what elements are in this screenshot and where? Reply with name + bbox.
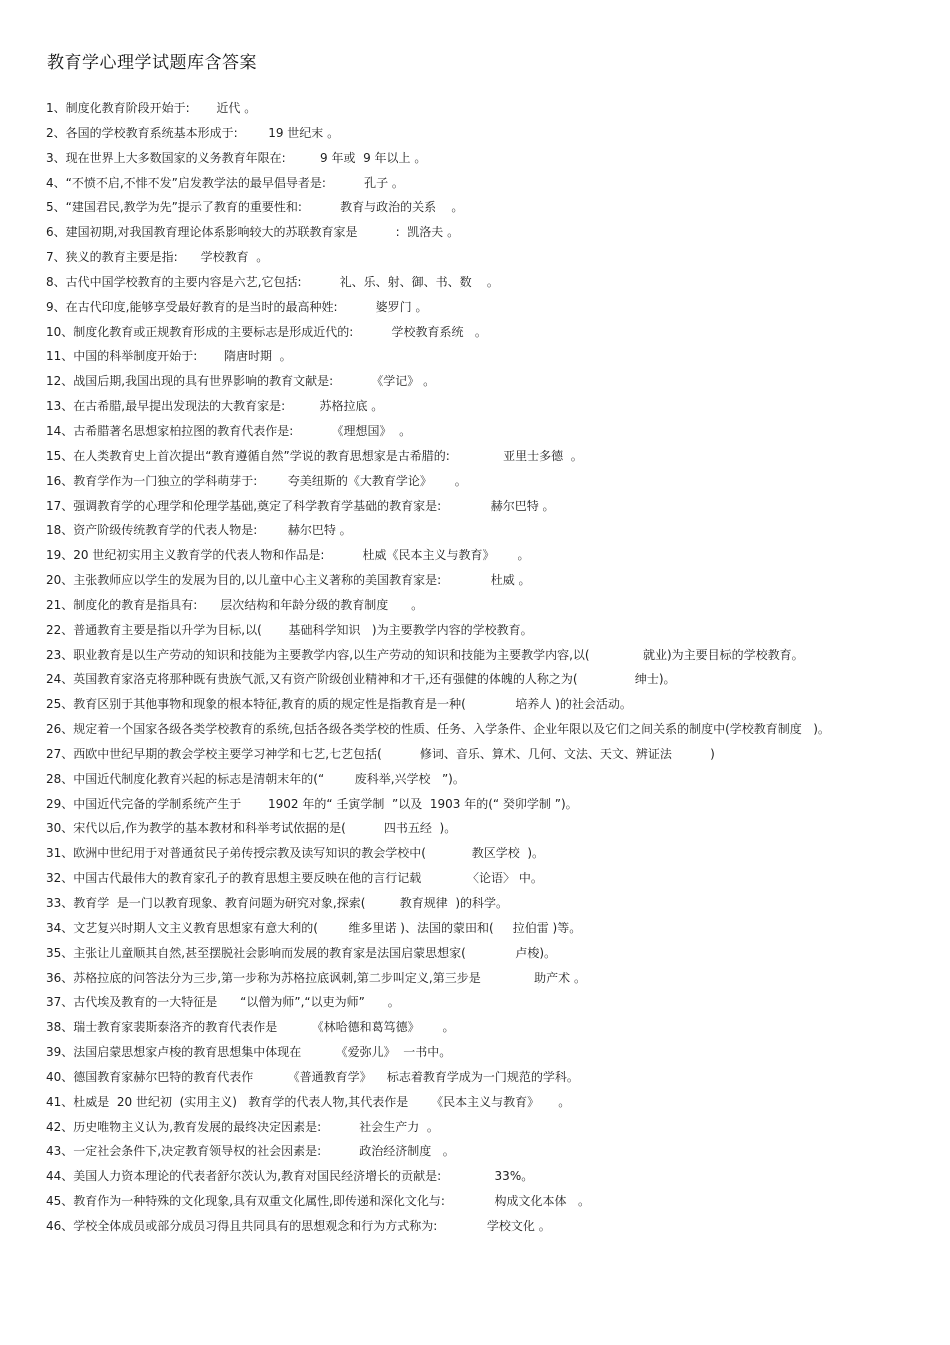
question-text: 教育学作为一门独立的学科萌芽于: 夸美纽斯的《大教育学论》 。 bbox=[73, 473, 467, 488]
question-item bbox=[46, 643, 906, 668]
question-text: 战国后期,我国出现的具有世界影响的教育文献是: 《学记》 。 bbox=[73, 374, 436, 389]
question-item bbox=[46, 816, 906, 841]
question-item bbox=[46, 494, 906, 519]
question-number: 33、 bbox=[46, 896, 74, 910]
question-text: 在古希腊,最早提出发现法的大教育家是: 苏格拉底 。 bbox=[73, 399, 384, 414]
question-text: 在古代印度,能够享受最好教育的是当时的最高种姓: 婆罗门 。 bbox=[65, 299, 428, 314]
question-text: 欧洲中世纪用于对普通贫民子弟传授宗教及读写知识的教会学校中( 教区学校 )。 bbox=[73, 846, 545, 861]
question-number: 5、 bbox=[46, 200, 66, 215]
question-text: 主张教师应以学生的发展为目的,以儿童中心主义著称的美国教育家是: 杜威 。 bbox=[73, 573, 531, 588]
question-item bbox=[46, 990, 906, 1015]
question-item bbox=[46, 1139, 906, 1164]
question-number: 14、 bbox=[46, 423, 74, 438]
question-text: 一定社会条件下,决定教育领导权的社会因素是: 政治经济制度 。 bbox=[73, 1144, 455, 1159]
question-text: 古代中国学校教育的主要内容是六艺,它包括: 礼、乐、射、御、书、数 。 bbox=[65, 274, 499, 289]
question-number: 7、 bbox=[46, 250, 66, 265]
question-number: 25、 bbox=[46, 697, 74, 712]
question-text: 宋代以后,作为教学的基本教材和科举考试依据的是( 四书五经 )。 bbox=[73, 821, 457, 836]
question-text: 狭义的教育主要是指: 学校教育 。 bbox=[65, 250, 269, 265]
question-text: 教育学 是一门以教育现象、教育问题为研究对象,探索( 教育规律 )的科学。 bbox=[73, 896, 509, 910]
question-item bbox=[46, 369, 906, 394]
question-text: 职业教育是以生产劳动的知识和技能为主要教学内容,以生产劳动的知识和技能为主要教学内容,以( 就业)为主要目标的学校教育。 bbox=[73, 647, 804, 662]
question-number: 8、 bbox=[46, 274, 66, 289]
question-item bbox=[46, 692, 906, 717]
question-item bbox=[46, 1115, 906, 1140]
question-number: 17、 bbox=[46, 498, 74, 513]
question-number: 28、 bbox=[46, 771, 74, 786]
question-item bbox=[46, 444, 906, 469]
question-text: 古希腊著名思想家柏拉图的教育代表作是: 《理想国》 。 bbox=[73, 423, 412, 438]
question-item bbox=[46, 518, 906, 543]
question-item bbox=[46, 941, 906, 966]
question-text: 德国教育家赫尔巴特的教育代表作 《普通教育学》 标志着教育学成为一门规范的学科。 bbox=[73, 1069, 579, 1084]
question-text: “不愤不启,不悱不发”启发教学法的最早倡导者是: 孔子 。 bbox=[65, 175, 404, 190]
question-number: 35、 bbox=[46, 945, 74, 960]
question-item bbox=[46, 1189, 906, 1214]
question-text: 美国人力资本理论的代表者舒尔茨认为,教育对国民经济增长的贡献是: 33%。 bbox=[73, 1169, 534, 1184]
question-number: 37、 bbox=[46, 995, 74, 1010]
question-item bbox=[46, 1065, 906, 1090]
question-text: “建国君民,教学为先”提示了教育的重要性和: 教育与政治的关系 。 bbox=[65, 200, 464, 215]
question-item bbox=[46, 568, 906, 593]
question-number: 38、 bbox=[46, 1020, 74, 1035]
question-item bbox=[46, 792, 906, 817]
question-number: 26、 bbox=[46, 722, 74, 737]
question-number: 20、 bbox=[46, 573, 74, 588]
question-text: 制度化的教育是指具有: 层次结构和年龄分级的教育制度 。 bbox=[73, 597, 424, 612]
question-number: 23、 bbox=[46, 647, 74, 662]
question-number: 1、 bbox=[46, 101, 66, 115]
question-number: 36、 bbox=[46, 970, 74, 985]
question-text: 规定着一个国家各级各类学校教育的系统,包括各级各类学校的性质、任务、入学条件、企业年限以及它们之间关系的制度中(学校教育制度 )。 bbox=[73, 722, 830, 737]
question-number: 9、 bbox=[46, 299, 66, 314]
question-number: 10、 bbox=[46, 324, 74, 339]
document-title: 教育学心理学试题库含答案 bbox=[47, 53, 257, 73]
question-number: 44、 bbox=[46, 1169, 74, 1184]
question-number: 41、 bbox=[46, 1094, 74, 1109]
question-number: 29、 bbox=[46, 796, 74, 811]
question-text: 中国近代制度化教育兴起的标志是清朝末年的(“ 废科举,兴学校 ”)。 bbox=[73, 771, 465, 786]
question-item bbox=[46, 966, 906, 991]
question-item bbox=[46, 394, 906, 419]
question-item bbox=[46, 1164, 906, 1189]
question-item bbox=[46, 841, 906, 866]
question-number: 32、 bbox=[46, 871, 74, 886]
question-item bbox=[46, 1040, 906, 1065]
question-list bbox=[46, 96, 906, 1239]
question-item bbox=[46, 295, 906, 320]
question-text: 古代埃及教育的一大特征是 “以僧为师”,“以吏为师” 。 bbox=[73, 995, 400, 1010]
question-item bbox=[46, 344, 906, 369]
question-item bbox=[46, 146, 906, 171]
question-item bbox=[46, 1015, 906, 1040]
question-number: 16、 bbox=[46, 473, 74, 488]
question-number: 4、 bbox=[46, 175, 66, 190]
question-item bbox=[46, 245, 906, 270]
question-number: 12、 bbox=[46, 374, 74, 389]
question-item bbox=[46, 195, 906, 220]
question-text: 在人类教育史上首次提出“教育遵循自然”学说的教育思想家是古希腊的: 亚里士多德 。 bbox=[73, 448, 583, 463]
question-text: 20 世纪初实用主义教育学的代表人物和作品是: 杜威《民本主义与教育》 。 bbox=[73, 548, 530, 563]
question-text: 各国的学校教育系统基本形成于: 19 世纪末 。 bbox=[65, 125, 340, 140]
question-text: 中国的科举制度开始于: 隋唐时期 。 bbox=[73, 349, 292, 364]
question-text: 普通教育主要是指以升学为目标,以( 基础科学知识 )为主要教学内容的学校教育。 bbox=[73, 622, 533, 637]
question-number: 18、 bbox=[46, 523, 74, 538]
question-number: 42、 bbox=[46, 1119, 74, 1134]
question-number: 45、 bbox=[46, 1194, 74, 1209]
question-number: 15、 bbox=[46, 448, 74, 463]
question-text: 法国启蒙思想家卢梭的教育思想集中体现在 《爱弥儿》 一书中。 bbox=[73, 1045, 452, 1060]
question-item bbox=[46, 618, 906, 643]
question-text: 主张让儿童顺其自然,甚至摆脱社会影响而发展的教育家是法国启蒙思想家( 卢梭)。 bbox=[73, 945, 557, 960]
question-item bbox=[46, 1214, 906, 1239]
question-text: 瑞士教育家裴斯泰洛齐的教育代表作是 《林哈德和葛笃德》 。 bbox=[73, 1020, 455, 1035]
question-text: 西欧中世纪早期的教会学校主要学习神学和七艺,七艺包括( 修词、音乐、算术、几何、文法、天文、辨证法 ) bbox=[73, 746, 715, 761]
question-number: 39、 bbox=[46, 1045, 74, 1060]
question-item bbox=[46, 171, 906, 196]
question-text: 中国古代最伟大的教育家孔子的教育思想主要反映在他的言行记载 〈论语〉 中。 bbox=[73, 871, 543, 886]
question-number: 40、 bbox=[46, 1069, 74, 1084]
question-text: 苏格拉底的问答法分为三步,第一步称为苏格拉底讽刺,第二步叫定义,第三步是 助产术 。 bbox=[73, 970, 586, 985]
question-number: 13、 bbox=[46, 399, 74, 414]
question-text: 现在世界上大多数国家的义务教育年限在: 9 年或 9 年以上 。 bbox=[65, 150, 427, 165]
question-item bbox=[46, 543, 906, 568]
question-item bbox=[46, 593, 906, 618]
question-item bbox=[46, 419, 906, 444]
question-text: 制度化教育阶段开始于: 近代 。 bbox=[65, 101, 257, 115]
question-text: 文艺复兴时期人文主义教育思想家有意大利的( 维多里诺 )、法国的蒙田和( 拉伯雷 )等。 bbox=[73, 920, 582, 935]
question-text: 资产阶级传统教育学的代表人物是: 赫尔巴特 。 bbox=[73, 523, 352, 538]
question-item bbox=[46, 121, 906, 146]
question-item bbox=[46, 220, 906, 245]
question-number: 6、 bbox=[46, 225, 66, 240]
question-text: 学校全体成员或部分成员习得且共同具有的思想观念和行为方式称为: 学校文化 。 bbox=[73, 1218, 551, 1233]
question-item bbox=[46, 1090, 906, 1115]
question-number: 30、 bbox=[46, 821, 74, 836]
question-text: 历史唯物主义认为,教育发展的最终决定因素是: 社会生产力 。 bbox=[73, 1119, 439, 1134]
question-number: 27、 bbox=[46, 746, 74, 761]
question-item bbox=[46, 742, 906, 767]
question-item bbox=[46, 767, 906, 792]
question-number: 34、 bbox=[46, 920, 74, 935]
question-text: 制度化教育或正规教育形成的主要标志是形成近代的: 学校教育系统 。 bbox=[73, 324, 487, 339]
question-item bbox=[46, 320, 906, 345]
question-text: 教育作为一种特殊的文化现象,具有双重文化属性,即传递和深化文化与: 构成文化本体 。 bbox=[73, 1194, 590, 1209]
question-number: 24、 bbox=[46, 672, 74, 687]
question-number: 2、 bbox=[46, 125, 66, 140]
question-text: 杜威是 20 世纪初 (实用主义) 教育学的代表人物,其代表作是 《民本主义与教育》 。 bbox=[73, 1094, 571, 1109]
question-number: 19、 bbox=[46, 548, 74, 563]
question-number: 3、 bbox=[46, 150, 66, 165]
question-text: 英国教育家洛克将那种既有贵族气派,又有资产阶级创业精神和才干,还有强健的体魄的人称之为( 绅士)。 bbox=[73, 672, 676, 687]
question-number: 46、 bbox=[46, 1218, 74, 1233]
question-number: 11、 bbox=[46, 349, 74, 364]
question-item bbox=[46, 866, 906, 891]
question-text: 中国近代完备的学制系统产生于 1902 年的“ 壬寅学制 ”以及 1903 年的(“ 癸卯学制 ”)。 bbox=[73, 796, 578, 811]
question-item bbox=[46, 891, 906, 916]
question-item bbox=[46, 667, 906, 692]
question-item bbox=[46, 916, 906, 941]
question-number: 22、 bbox=[46, 622, 74, 637]
question-text: 教育区别于其他事物和现象的根本特征,教育的质的规定性是指教育是一种( 培养人 )的社会活动。 bbox=[73, 697, 632, 712]
question-item bbox=[46, 717, 906, 742]
question-item bbox=[46, 469, 906, 494]
question-item bbox=[46, 270, 906, 295]
question-number: 21、 bbox=[46, 597, 74, 612]
question-text: 建国初期,对我国教育理论体系影响较大的苏联教育家是 : 凯洛夫 。 bbox=[65, 225, 460, 240]
question-number: 43、 bbox=[46, 1144, 74, 1159]
question-item bbox=[46, 96, 906, 121]
question-number: 31、 bbox=[46, 846, 74, 861]
question-text: 强调教育学的心理学和伦理学基础,奠定了科学教育学基础的教育家是: 赫尔巴特 。 bbox=[73, 498, 555, 513]
